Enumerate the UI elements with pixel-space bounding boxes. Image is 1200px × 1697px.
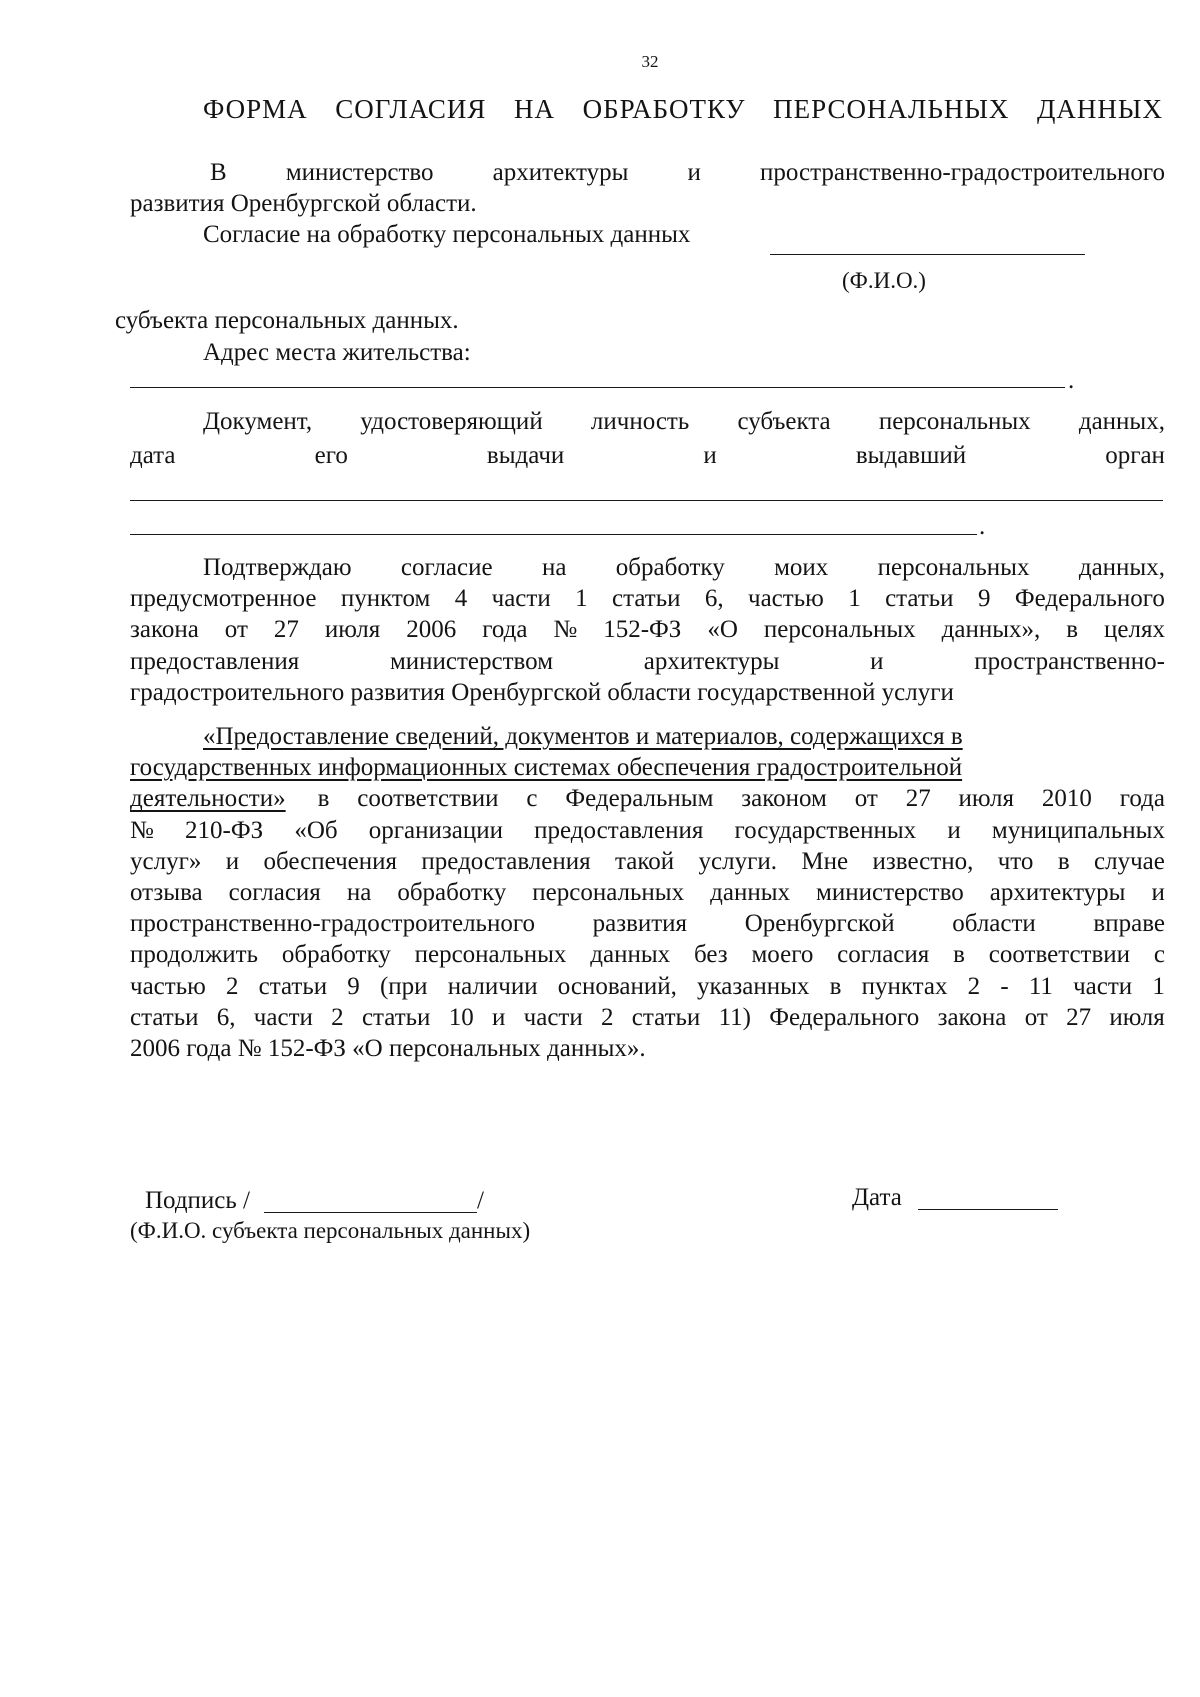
word: предоставления bbox=[421, 847, 591, 875]
word: согласия bbox=[228, 879, 321, 907]
word: закона bbox=[937, 1003, 1007, 1031]
word: архитектуры bbox=[643, 647, 780, 675]
word: (при bbox=[379, 972, 428, 1000]
service-line bbox=[130, 939, 1165, 970]
word: в bbox=[1066, 616, 1079, 644]
word: и bbox=[703, 442, 717, 469]
word: 1 bbox=[1152, 972, 1165, 1000]
word: 2010 bbox=[1041, 785, 1092, 813]
title-word: НА bbox=[513, 94, 555, 124]
word: Федерального bbox=[769, 1003, 920, 1031]
confirm-line bbox=[130, 677, 1165, 708]
word: 152-ФЗ bbox=[603, 616, 682, 644]
word: данных, bbox=[1078, 408, 1165, 435]
word: обработку bbox=[615, 554, 725, 581]
signature-label: Подпись / bbox=[145, 1187, 251, 1214]
word: архитектуры bbox=[492, 159, 629, 186]
word: дата bbox=[130, 442, 176, 469]
word: 9 bbox=[347, 972, 360, 1000]
word: области bbox=[952, 910, 1036, 938]
word: с bbox=[526, 785, 538, 813]
word: персональных bbox=[763, 616, 916, 644]
addressee-line-2: развития Оренбургской области. bbox=[130, 190, 477, 217]
word: - bbox=[1000, 972, 1009, 1000]
document-blank-line-2[interactable] bbox=[130, 534, 977, 535]
word: и bbox=[947, 816, 961, 844]
word: выдавший bbox=[855, 442, 967, 469]
word: 27 bbox=[273, 616, 299, 644]
word: моих bbox=[774, 554, 829, 581]
word: года bbox=[1119, 785, 1165, 813]
word: 2 bbox=[967, 972, 981, 1000]
word: Федерального bbox=[1014, 585, 1165, 613]
word: указанных bbox=[697, 972, 810, 1000]
word: и bbox=[687, 159, 701, 186]
word: в bbox=[953, 941, 965, 969]
word: государственных bbox=[734, 816, 917, 844]
addressee-line-1 bbox=[210, 157, 1165, 188]
word: организации bbox=[368, 816, 503, 844]
service-name-line-3: деятельности» bbox=[130, 785, 286, 813]
word: министерство bbox=[285, 159, 434, 186]
word: «О bbox=[707, 616, 738, 644]
service-paragraph bbox=[130, 721, 1165, 1064]
word: от bbox=[1024, 1003, 1048, 1031]
word: 4 bbox=[454, 585, 468, 613]
word: пунктах bbox=[861, 972, 948, 1000]
service-last-line: 2006 года № 152-ФЗ «О персональных данных». bbox=[130, 1035, 646, 1063]
word: и bbox=[870, 647, 884, 675]
word: частью bbox=[748, 585, 824, 613]
word: Мне bbox=[801, 847, 849, 875]
word: от bbox=[224, 616, 248, 644]
word: «Об bbox=[294, 816, 338, 844]
word: июля bbox=[324, 616, 381, 644]
word: на bbox=[346, 879, 372, 907]
word: июля bbox=[1109, 1003, 1165, 1031]
word: Документ, bbox=[203, 408, 313, 435]
word: отзыва bbox=[130, 879, 203, 907]
address-period: . bbox=[1068, 367, 1075, 394]
service-name-line-2: государственных информационных системах обеспечения градостроительной bbox=[130, 754, 963, 782]
word: персональных bbox=[532, 879, 685, 907]
word: обеспечения bbox=[263, 847, 398, 875]
address-blank-line[interactable] bbox=[130, 387, 1065, 388]
word: такой bbox=[615, 847, 675, 875]
word: и bbox=[491, 1003, 506, 1031]
document-line-1 bbox=[203, 406, 1165, 437]
word: частью bbox=[130, 972, 206, 1000]
word: обработку bbox=[281, 941, 391, 969]
word: 210-ФЗ bbox=[185, 816, 264, 844]
signature-caption: (Ф.И.О. субъекта персональных данных) bbox=[130, 1218, 531, 1243]
word: в bbox=[317, 785, 330, 813]
subject-line: субъекта персональных данных. bbox=[115, 307, 459, 334]
word: 11) bbox=[718, 1003, 751, 1031]
word: субъекта bbox=[737, 408, 831, 435]
word: 2 bbox=[331, 1003, 344, 1031]
word: и bbox=[1151, 879, 1165, 907]
word: 2 bbox=[225, 972, 239, 1000]
word: данных bbox=[710, 879, 790, 907]
word: В bbox=[210, 159, 227, 186]
word: известно, bbox=[872, 847, 974, 875]
word: данных bbox=[590, 941, 671, 969]
signature-slash: / bbox=[477, 1187, 484, 1214]
word: и bbox=[225, 847, 240, 875]
word: удостоверяющий bbox=[360, 408, 543, 435]
word: персональных bbox=[414, 941, 567, 969]
word: 27 bbox=[1066, 1003, 1092, 1031]
word: предоставления bbox=[534, 816, 704, 844]
word: статьи bbox=[631, 1003, 701, 1031]
confirm-paragraph bbox=[130, 552, 1165, 708]
word: Оренбургской bbox=[744, 910, 895, 938]
confirm-line bbox=[130, 552, 1165, 583]
word: данных», bbox=[941, 616, 1041, 644]
word: года bbox=[482, 616, 528, 644]
word: соответствии bbox=[988, 941, 1131, 969]
address-label: Адрес места жительства: bbox=[203, 339, 471, 366]
word: статьи bbox=[885, 585, 954, 613]
title-word: ОБРАБОТКУ bbox=[582, 94, 746, 124]
word: развития bbox=[592, 910, 688, 938]
word: пространственно-градостроительного bbox=[760, 159, 1165, 186]
word: целях bbox=[1104, 616, 1165, 644]
word: данных, bbox=[1078, 554, 1165, 581]
word: июля bbox=[958, 785, 1014, 813]
word: 6, bbox=[216, 1003, 236, 1031]
word: 10 bbox=[448, 1003, 474, 1031]
word: 2006 bbox=[406, 616, 457, 644]
service-line bbox=[130, 846, 1165, 877]
service-line bbox=[130, 908, 1165, 939]
word: в bbox=[1057, 847, 1070, 875]
word: что bbox=[997, 847, 1034, 875]
word: моего bbox=[751, 941, 814, 969]
date-label: Дата bbox=[852, 1184, 902, 1211]
word: № bbox=[130, 816, 154, 844]
word: министерством bbox=[389, 647, 554, 675]
word: статьи bbox=[130, 1003, 199, 1031]
title-word: СОГЛАСИЯ bbox=[335, 94, 487, 124]
word: 11 bbox=[1028, 972, 1053, 1000]
word: части bbox=[523, 1003, 583, 1031]
word: оснований, bbox=[557, 972, 677, 1000]
word: Подтверждаю bbox=[203, 554, 352, 581]
consent-line: Согласие на обработку персональных данных bbox=[203, 221, 691, 248]
service-line bbox=[130, 877, 1165, 908]
service-line bbox=[130, 971, 1165, 1002]
word: 2 bbox=[601, 1003, 614, 1031]
service-name-line-1: «Предоставление сведений, документов и материалов, содержащихся в bbox=[203, 723, 963, 750]
fio-blank-line[interactable] bbox=[770, 254, 1085, 255]
date-blank-line[interactable] bbox=[918, 1209, 1058, 1210]
document-blank-line-1[interactable] bbox=[130, 500, 1163, 501]
service-line bbox=[130, 1002, 1165, 1033]
title-word: ФОРМА bbox=[203, 94, 308, 124]
word: орган bbox=[1105, 442, 1165, 469]
word: выдачи bbox=[486, 442, 565, 469]
word: 1 bbox=[575, 585, 588, 613]
title-word: ПЕРСОНАЛЬНЫХ bbox=[773, 94, 1010, 124]
word: согласия bbox=[837, 941, 930, 969]
word: с bbox=[1153, 941, 1165, 969]
word: 6, bbox=[704, 585, 724, 613]
word: обработку bbox=[397, 879, 507, 907]
word: Федеральным bbox=[565, 785, 714, 813]
word: муниципальных bbox=[991, 816, 1165, 844]
word: предусмотренное bbox=[130, 585, 317, 613]
fio-caption: (Ф.И.О.) bbox=[842, 268, 926, 293]
word: пунктом bbox=[340, 585, 431, 613]
word: архитектуры bbox=[989, 879, 1126, 907]
word: продолжить bbox=[130, 941, 259, 969]
document-period: . bbox=[979, 513, 986, 540]
word: предоставления bbox=[130, 647, 300, 675]
word: личность bbox=[590, 408, 690, 435]
word: наличии bbox=[447, 972, 538, 1000]
word: без bbox=[693, 941, 728, 969]
word: случае bbox=[1094, 847, 1165, 875]
word: 9 bbox=[977, 585, 991, 613]
form-title bbox=[203, 94, 1163, 125]
word: от bbox=[854, 785, 878, 813]
word: статьи bbox=[612, 585, 681, 613]
word: пространственно-градостроительного bbox=[130, 910, 535, 938]
word: статьи bbox=[361, 1003, 431, 1031]
word: согласие bbox=[400, 554, 493, 581]
word: пространственно- bbox=[974, 647, 1165, 675]
confirm-line bbox=[130, 583, 1165, 614]
word: 1 bbox=[848, 585, 861, 613]
word: градостроительного развития Оренбургской области государственной услуги bbox=[130, 678, 954, 706]
word: в bbox=[829, 972, 842, 1000]
word: услуг» bbox=[130, 847, 202, 875]
confirm-line bbox=[130, 614, 1165, 645]
page-number: 32 bbox=[641, 52, 659, 71]
word: 27 bbox=[905, 785, 931, 813]
service-line bbox=[130, 815, 1165, 846]
word: его bbox=[314, 442, 348, 469]
word: части bbox=[253, 1003, 313, 1031]
signature-blank-line[interactable] bbox=[264, 1212, 477, 1213]
word: министерство bbox=[816, 879, 964, 907]
word: персональных bbox=[878, 408, 1031, 435]
word: части bbox=[491, 585, 551, 613]
word: услуги. bbox=[698, 847, 778, 875]
document-line-2 bbox=[130, 440, 1165, 471]
word: статьи bbox=[258, 972, 328, 1000]
confirm-line bbox=[130, 646, 1165, 677]
word: № bbox=[553, 616, 578, 644]
word: на bbox=[541, 554, 567, 581]
word: закона bbox=[130, 616, 199, 644]
word: персональных bbox=[877, 554, 1030, 581]
title-word: ДАННЫХ bbox=[1036, 94, 1163, 124]
word: части bbox=[1073, 972, 1133, 1000]
word: вправе bbox=[1093, 910, 1165, 938]
service-line-3 bbox=[130, 783, 1165, 814]
word: соответствии bbox=[357, 785, 499, 813]
word: законом bbox=[741, 785, 827, 813]
